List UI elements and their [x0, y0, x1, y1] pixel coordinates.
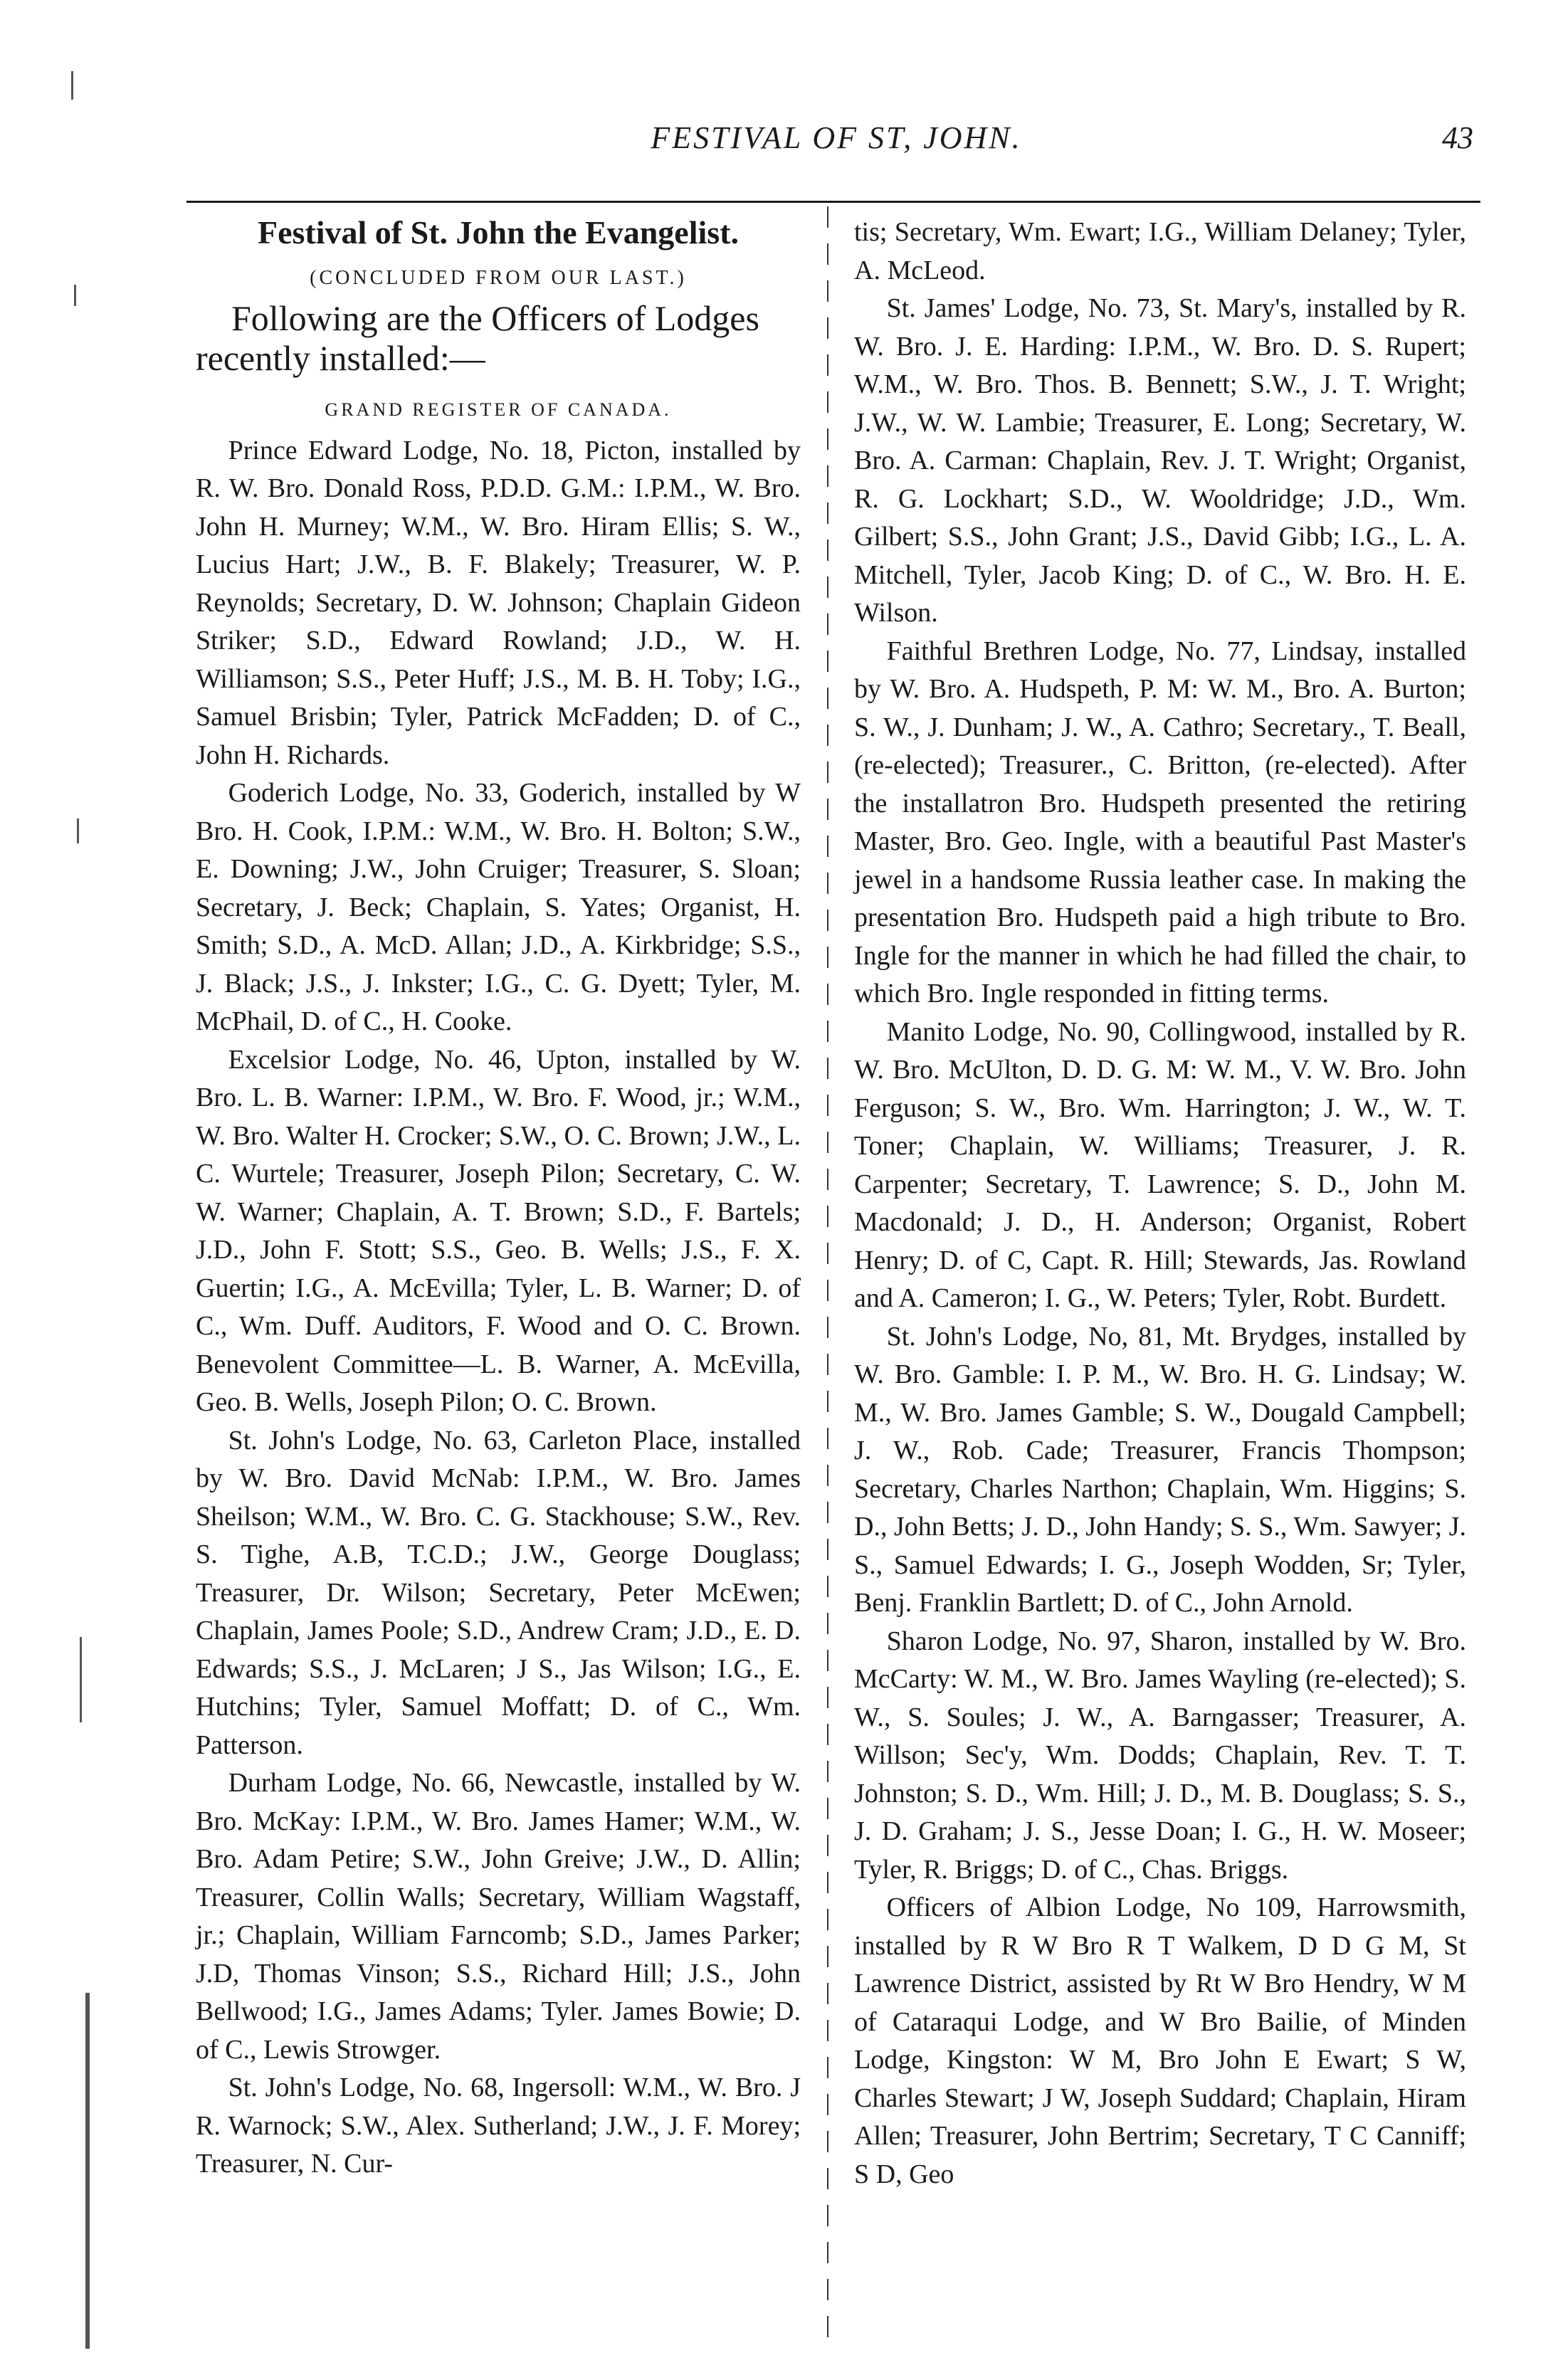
article-title: Festival of St. John the Evangelist.: [258, 214, 739, 251]
register-heading: GRAND REGISTER OF CANADA.: [325, 399, 672, 420]
lodge-entry: Officers of Albion Lodge, No 109, Harrowsmith, installed by R W Bro R T Walkem, D D G M, St Lawrence District, assisted by Rt W Bro Hendry, W M of Cataraqui Lodge, and W Bro Bailie, of Minden Lodge, Kingston: W M, Bro John E Ewart; S W, Charles Stewart; J W, Joseph Suddard; Chaplain, Hiram Allen; Treasurer, John Bertrim; Secretary, T C Canniff; S D, Geo: [854, 1892, 1466, 2189]
lodge-entry: Faithful Brethren Lodge, No. 77, Lindsay, installed by W. Bro. A. Hudspeth, P. M: W. M., Bro. A. Burton; S. W., J. Dunham; J. W., A. Cathro; Secretary., T. Beall, (re-elected); Treasurer., C. Britton, (re-elected). After the installatron Bro. Hudspeth presented the retiring Master, Bro. Geo. Ingle, with a beautiful Past Master's jewel in a handsome Russia leather case. In making the presentation Bro. Hudspeth paid a high tribute to Bro. Ingle for the manner in which he had filled the chair, to which Bro. Ingle responded in fitting terms.: [854, 636, 1466, 1009]
column-rule: [827, 206, 828, 2349]
lodge-entry: St. James' Lodge, No. 73, St. Mary's, installed by R. W. Bro. J. E. Harding: I.P.M., W. Bro. D. S. Rupert; W.M., W. Bro. Thos. B. Bennett; S.W., J. T. Wright; J.W., W. W. Lambie; Treasurer, E. Long; Secretary, W. Bro. A. Carman: Chaplain, Rev. J. T. Wright; Organist, R. G. Lockhart; S.D., W. Wooldridge; J.D., Wm. Gilbert; S.S., John Grant; J.S., David Gibb; I.G., L. A. Mitchell, Tyler, Jacob King; D. of C., W. Bro. H. E. Wilson.: [854, 293, 1466, 628]
right-column: [854, 214, 1466, 2194]
lodge-entry: St. John's Lodge, No. 63, Carleton Place, installed by W. Bro. David McNab: I.P.M., W. Bro. James Sheilson; W.M., W. Bro. C. G. Stackhouse; S.W., Rev. S. Tighe, A.B, T.C.D.; J.W., George Douglass; Treasurer, Dr. Wilson; Secretary, Peter McEwen; Chaplain, James Poole; S.D., Andrew Cram; J.D., E. D. Edwards; S.S., J. McLaren; J S., Jas Wilson; I.G., E. Hutchins; Tyler, Samuel Moffatt; D. of C., Wm. Patterson.: [196, 1425, 801, 1760]
lodge-entry: Manito Lodge, No. 90, Collingwood, installed by R. W. Bro. McUlton, D. D. G. M: W. M., V. W. Bro. John Ferguson; S. W., Bro. Wm. Harrington; J. W., W. T. Toner; Chaplain, W. Williams; Treasurer, J. R. Carpenter; Secretary, T. Lawrence; S. D., John M. Macdonald; J. D., H. Anderson; Organist, Robert Henry; D. of C, Capt. R. Hill; Stewards, Jas. Rowland and A. Cameron; I. G., W. Peters; Tyler, Robt. Burdett.: [854, 1016, 1466, 1313]
article-intro: Following are the Officers of Lodges recently installed:—: [196, 298, 759, 378]
running-head: [185, 105, 1488, 155]
page-number: 43: [1442, 120, 1473, 155]
lodge-entry: Sharon Lodge, No. 97, Sharon, installed by W. Bro. McCarty: W. M., W. Bro. James Wayling (re-elected); S. W., S. Soules; J. W., A. Barngasser; Treasurer, A. Willson; Sec'y, Wm. Dodds; Chaplain, Rev. T. T. Johnston; S. D., Wm. Hill; J. D., M. B. Douglass; S. S., J. D. Graham; J. S., Jesse Doan; I. G., H. W. Moseer; Tyler, R. Briggs; D. of C., Chas. Briggs.: [854, 1626, 1466, 1885]
header-rule: [186, 201, 1480, 203]
left-column: [196, 214, 801, 2184]
lodge-entry: St. John's Lodge, No. 68, Ingersoll: W.M., W. Bro. J R. Warnock; S.W., Alex. Sutherland; J.W., J. F. Morey; Treasurer, N. Cur-: [196, 2073, 801, 2179]
lodge-entry: St. John's Lodge, No, 81, Mt. Brydges, installed by W. Bro. Gamble: I. P. M., W. Bro. H. G. Lindsay; W. M., W. Bro. James Gamble; S. W., Dougald Campbell; J. W., Rob. Cade; Treasurer, Francis Thompson; Secretary, Charles Narthon; Chaplain, Wm. Higgins; S. D., John Betts; J. D., John Handy; S. S., Wm. Sawyer; J. S., Samuel Edwards; I. G., Joseph Wodden, Sr; Tyler, Benj. Franklin Bartlett; D. of C., John Arnold.: [854, 1321, 1466, 1618]
margin-scan-marks: [64, 0, 107, 2380]
lodge-entry: Goderich Lodge, No. 33, Goderich, installed by W Bro. H. Cook, I.P.M.: W.M., W. Bro. H. Bolton; S.W., E. Downing; J.W., John Cruiger; Treasurer, S. Sloan; Secretary, J. Beck; Chaplain, S. Yates; Organist, H. Smith; S.D., A. McD. Allan; J.D., A. Kirkbridge; S.S., J. Black; J.S., J. Inkster; I.G., C. G. Dyett; Tyler, M. McPhail, D. of C., H. Cooke.: [196, 778, 801, 1036]
lodge-entry: Prince Edward Lodge, No. 18, Picton, installed by R. W. Bro. Donald Ross, P.D.D. G.M.: I.P.M., W. Bro. John H. Murney; W.M., W. Bro. Hiram Ellis; S. W., Lucius Hart; J.W., B. F. Blakely; Treasurer, W. P. Reynolds; Secretary, D. W. Johnson; Chaplain Gideon Striker; S.D., Edward Rowland; J.D., W. H. Williamson; S.S., Peter Huff; J.S., M. B. H. Toby; I.G., Samuel Brisbin; Tyler, Patrick McFadden; D. of C., John H. Richards.: [196, 435, 801, 770]
running-title: FESTIVAL OF ST, JOHN.: [651, 120, 1022, 155]
lodge-entry-continued: tis; Secretary, Wm. Ewart; I.G., William Delaney; Tyler, A. McLeod.: [854, 217, 1466, 285]
continued-note: (CONCLUDED FROM OUR LAST.): [310, 266, 687, 289]
lodge-entry: Excelsior Lodge, No. 46, Upton, installed by W. Bro. L. B. Warner: I.P.M., W. Bro. F. Wood, jr.; W.M., W. Bro. Walter H. Crocker; S.W., O. C. Brown; J.W., L. C. Wurtele; Treasurer, Joseph Pilon; Secretary, C. W. W. Warner; Chaplain, A. T. Brown; S.D., F. Bartels; J.D., John F. Stott; S.S., Geo. B. Wells; J.S., F. X. Guertin; I.G., A. McEvilla; Tyler, L. B. Warner; D. of C., Wm. Duff. Auditors, F. Wood and O. C. Brown. Benevolent Committee—L. B. Warner, A. McEvilla, Geo. B. Wells, Joseph Pilon; O. C. Brown.: [196, 1044, 801, 1417]
lodge-entry: Durham Lodge, No. 66, Newcastle, installed by W. Bro. McKay: I.P.M., W. Bro. James Hamer; W.M., W. Bro. Adam Petire; S.W., John Greive; J.W., D. Allin; Treasurer, Collin Walls; Secretary, William Wagstaff, jr.; Chaplain, William Farncomb; S.D., James Parker; J.D, Thomas Vinson; S.S., Richard Hill; J.S., John Bellwood; I.G., James Adams; Tyler. James Bowie; D. of C., Lewis Strowger.: [196, 1768, 801, 2065]
